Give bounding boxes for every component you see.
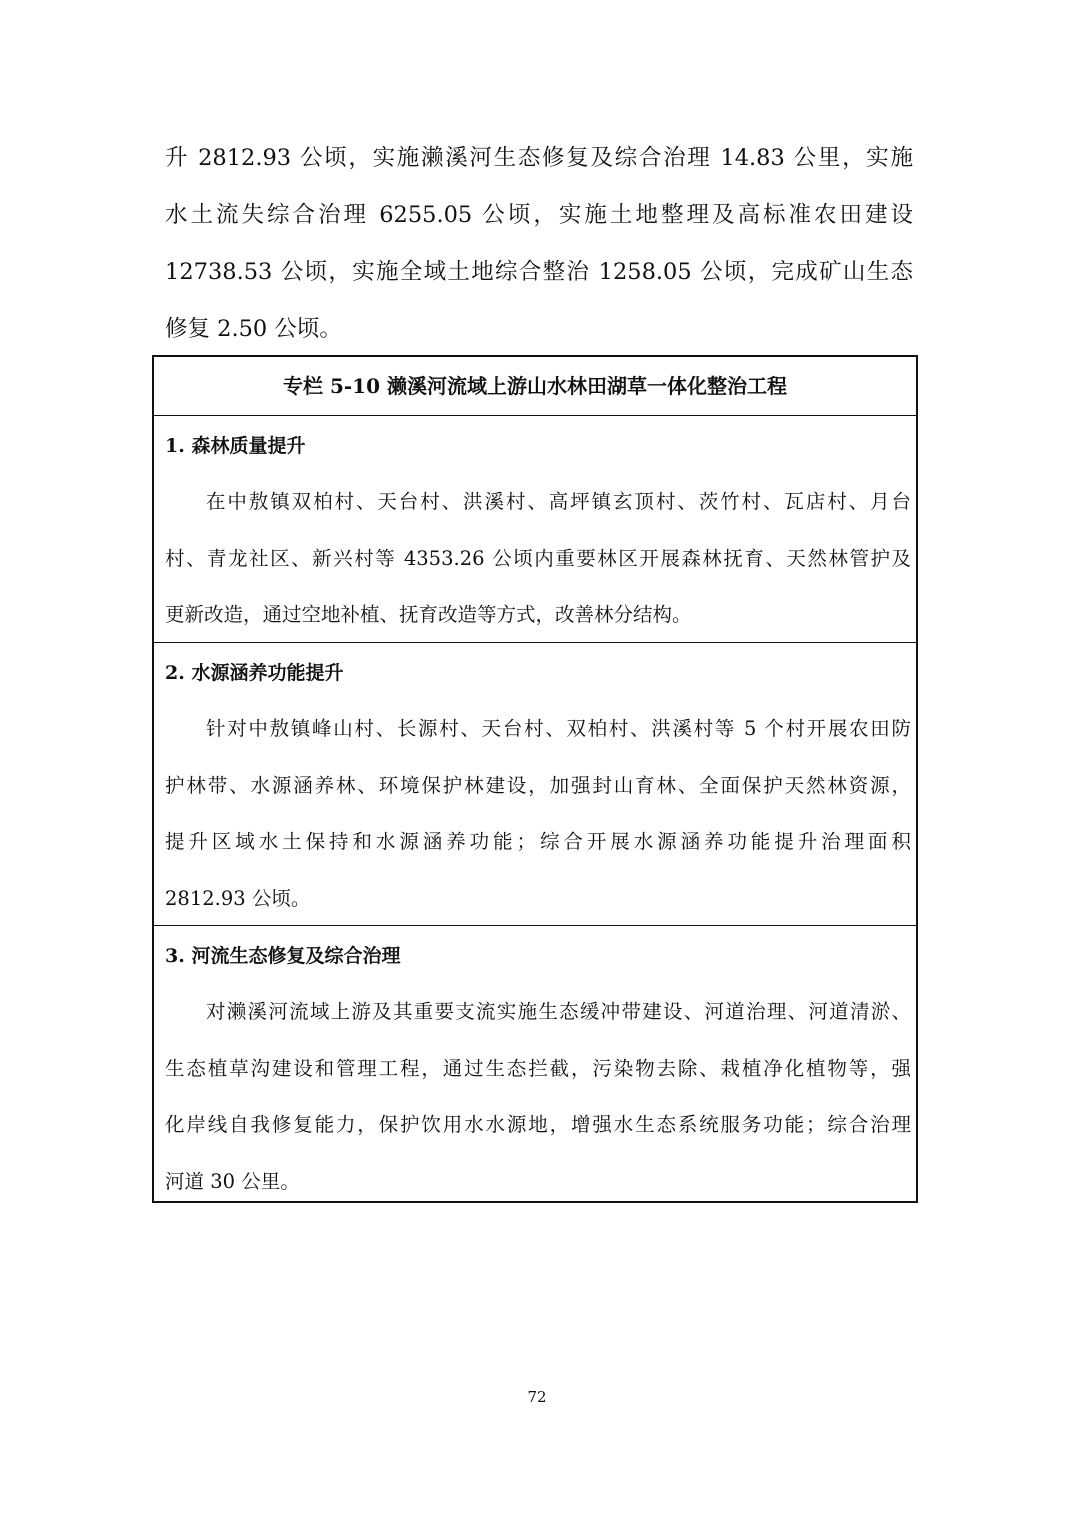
- body-line: 在中敖镇双柏村、天台村、洪溪村、高坪镇玄顶村、茨竹村、瓦店村、月台: [206, 490, 911, 513]
- section-river-restoration: [154, 926, 916, 1201]
- body-line: 提升区域水土保持和水源涵养功能；综合开展水源涵养功能提升治理面积: [165, 830, 911, 853]
- feature-box: [152, 355, 918, 1203]
- body-line: 生态植草沟建设和管理工程，通过生态拦截，污染物去除、栽植净化植物等，强: [165, 1056, 911, 1080]
- intro-line: 12738.53 公顷，实施全域土地综合整治 1258.05 公顷，完成矿山生态: [165, 259, 913, 285]
- section-heading: 2. 水源涵养功能提升: [165, 662, 344, 684]
- page-number: 72: [527, 1388, 547, 1406]
- intro-line: 修复 2.50 公顷。: [165, 316, 342, 342]
- intro-line: 水土流失综合治理 6255.05 公顷，实施土地整理及高标准农田建设: [165, 202, 913, 228]
- intro-paragraph: [165, 130, 913, 358]
- body-line: 护林带、水源涵养林、环境保护林建设，加强封山育林、全面保护天然林资源，: [165, 773, 911, 797]
- body-line: 2812.93 公顷。: [165, 886, 311, 910]
- intro-line: 升 2812.93 公顷，实施濑溪河生态修复及综合治理 14.83 公里，实施: [165, 145, 913, 171]
- box-title: 专栏 5-10 濑溪河流域上游山水林田湖草一体化整治工程: [154, 357, 916, 416]
- section-heading: 3. 河流生态修复及综合治理: [165, 945, 401, 967]
- body-line: 河道 30 公里。: [165, 1169, 300, 1193]
- section-body: [165, 474, 911, 644]
- section-body: [165, 984, 911, 1210]
- body-line: 化岸线自我修复能力，保护饮用水水源地，增强水生态系统服务功能；综合治理: [165, 1113, 911, 1136]
- body-line: 村、青龙社区、新兴村等 4353.26 公顷内重要林区开展森林抚育、天然林管护及: [165, 546, 911, 570]
- body-line: 针对中敖镇峰山村、长源村、天台村、双柏村、洪溪村等 5 个村开展农田防: [206, 717, 911, 740]
- body-line: 对濑溪河流域上游及其重要支流实施生态缓冲带建设、河道治理、河道清淤、: [206, 1000, 911, 1023]
- section-forest-quality: [154, 416, 916, 643]
- section-body: [165, 701, 911, 927]
- body-line: 更新改造，通过空地补植、抚育改造等方式，改善林分结构。: [165, 603, 692, 626]
- section-water-conservation: [154, 643, 916, 926]
- section-heading: 1. 森林质量提升: [165, 435, 306, 457]
